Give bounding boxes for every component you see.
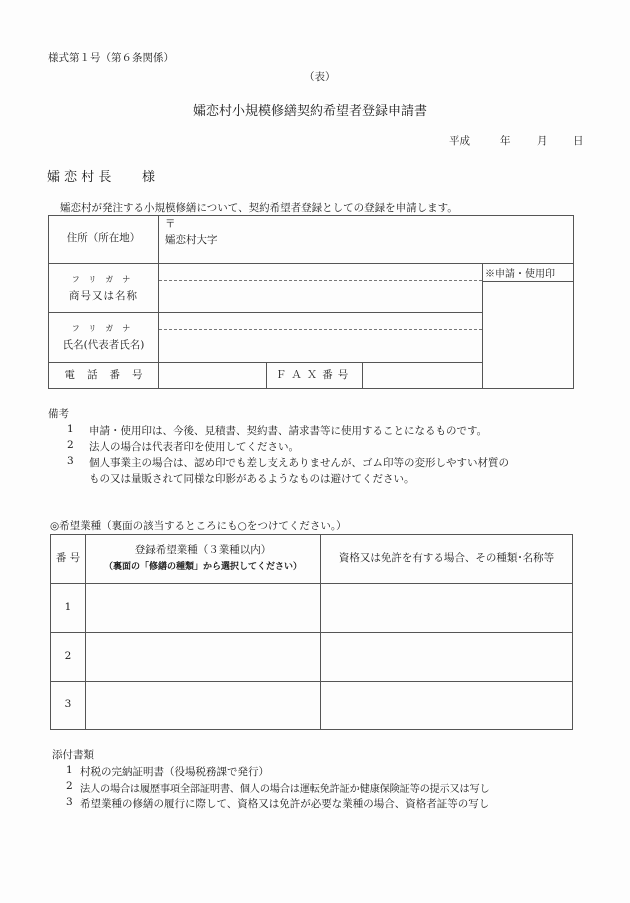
- representative-name-field[interactable]: [160, 331, 480, 361]
- column-header-number: 番 号: [55, 552, 81, 564]
- form-number: 様式第１号（第６条関係）: [48, 52, 174, 64]
- company-name-field[interactable]: [160, 282, 480, 311]
- company-furigana-field[interactable]: [160, 264, 480, 279]
- date-month[interactable]: 月: [537, 135, 548, 147]
- fax-label: ＦＡＸ番号: [275, 369, 354, 381]
- attachment-text: 法人の場合は履歴事項全部証明書、個人の場合は運転免許証か健康保険証等の提示又は写し: [80, 784, 490, 795]
- document-title: 孀恋村小規模修繕契約希望者登録申請書: [193, 104, 428, 119]
- business-type-field[interactable]: [87, 585, 319, 631]
- representative-furigana-field[interactable]: [160, 313, 480, 328]
- attachment-text: 村税の完納証明書（役場税務課で発行）: [80, 766, 269, 778]
- address-field[interactable]: 孀恋村大字: [165, 234, 218, 246]
- date-day[interactable]: 日: [573, 135, 584, 147]
- attachment-number: 1: [66, 764, 73, 776]
- note-number: 2: [67, 439, 74, 451]
- attachment-text: 希望業種の修繕の履行に際して、資格又は免許が必要な業種の場合、資格者証等の写し: [80, 798, 490, 810]
- attachment-number: 3: [66, 796, 73, 808]
- representative-name-label: 氏名(代表者氏名): [62, 339, 145, 351]
- row-number: 2: [64, 650, 72, 662]
- row-number: 3: [64, 698, 72, 710]
- note-text-continued: もの又は量販されて同様な印影があるようなものは避けてください。: [89, 473, 415, 485]
- note-text: 申請・使用印は、今後、見積書、契約書、請求書等に使用することになるものです。: [89, 425, 488, 437]
- business-types-heading: ◎希望業種（裏面の該当するところにも○をつけてください。）: [50, 520, 347, 532]
- date-era: 平成: [449, 135, 470, 147]
- company-name-label: 商号又は名称: [69, 290, 138, 302]
- furigana-label-name: フリガナ: [71, 324, 140, 333]
- seal-label: ※申請・使用印: [485, 269, 555, 280]
- row-number: 1: [64, 601, 72, 613]
- column-header-business-type-note: （裏面の「修繕の種類」から選択してください）: [103, 562, 302, 572]
- attachments-heading: 添付書類: [52, 749, 94, 761]
- date-year[interactable]: 年: [500, 135, 511, 147]
- license-field[interactable]: [322, 683, 571, 728]
- seal-box[interactable]: [483, 282, 573, 388]
- license-field[interactable]: [322, 585, 571, 631]
- column-header-business-type: 登録希望業種（３業種以内）: [134, 544, 272, 556]
- address-label: 住所（所在地）: [66, 232, 141, 244]
- side-label: （表）: [304, 71, 336, 83]
- note-text: 法人の場合は代表者印を使用してください。: [89, 441, 299, 453]
- attachment-number: 2: [66, 780, 73, 792]
- notes-heading: 備考: [48, 408, 69, 420]
- addressee: 孀 恋 村 長: [47, 170, 112, 185]
- note-text: 個人事業主の場合は、認め印でも差し支えありませんが、ゴム印等の変形しやすい材質の: [89, 457, 509, 469]
- business-type-field[interactable]: [87, 634, 319, 680]
- phone-field[interactable]: [160, 363, 265, 388]
- column-header-license: 資格又は免許を有する場合、その種類･名称等: [338, 552, 555, 564]
- addressee-honorific: 様: [142, 170, 156, 185]
- fax-field[interactable]: [364, 363, 481, 388]
- note-number: 3: [67, 455, 74, 467]
- postal-mark: 〒: [165, 218, 176, 230]
- business-type-field[interactable]: [87, 683, 319, 728]
- note-number: 1: [67, 423, 74, 435]
- license-field[interactable]: [322, 634, 571, 680]
- furigana-label-company: フリガナ: [71, 275, 140, 284]
- intro-text: 孀恋村が発注する小規模修繕について、契約希望者登録としての登録を申請します。: [60, 202, 458, 214]
- phone-label: 電話番号: [64, 369, 155, 381]
